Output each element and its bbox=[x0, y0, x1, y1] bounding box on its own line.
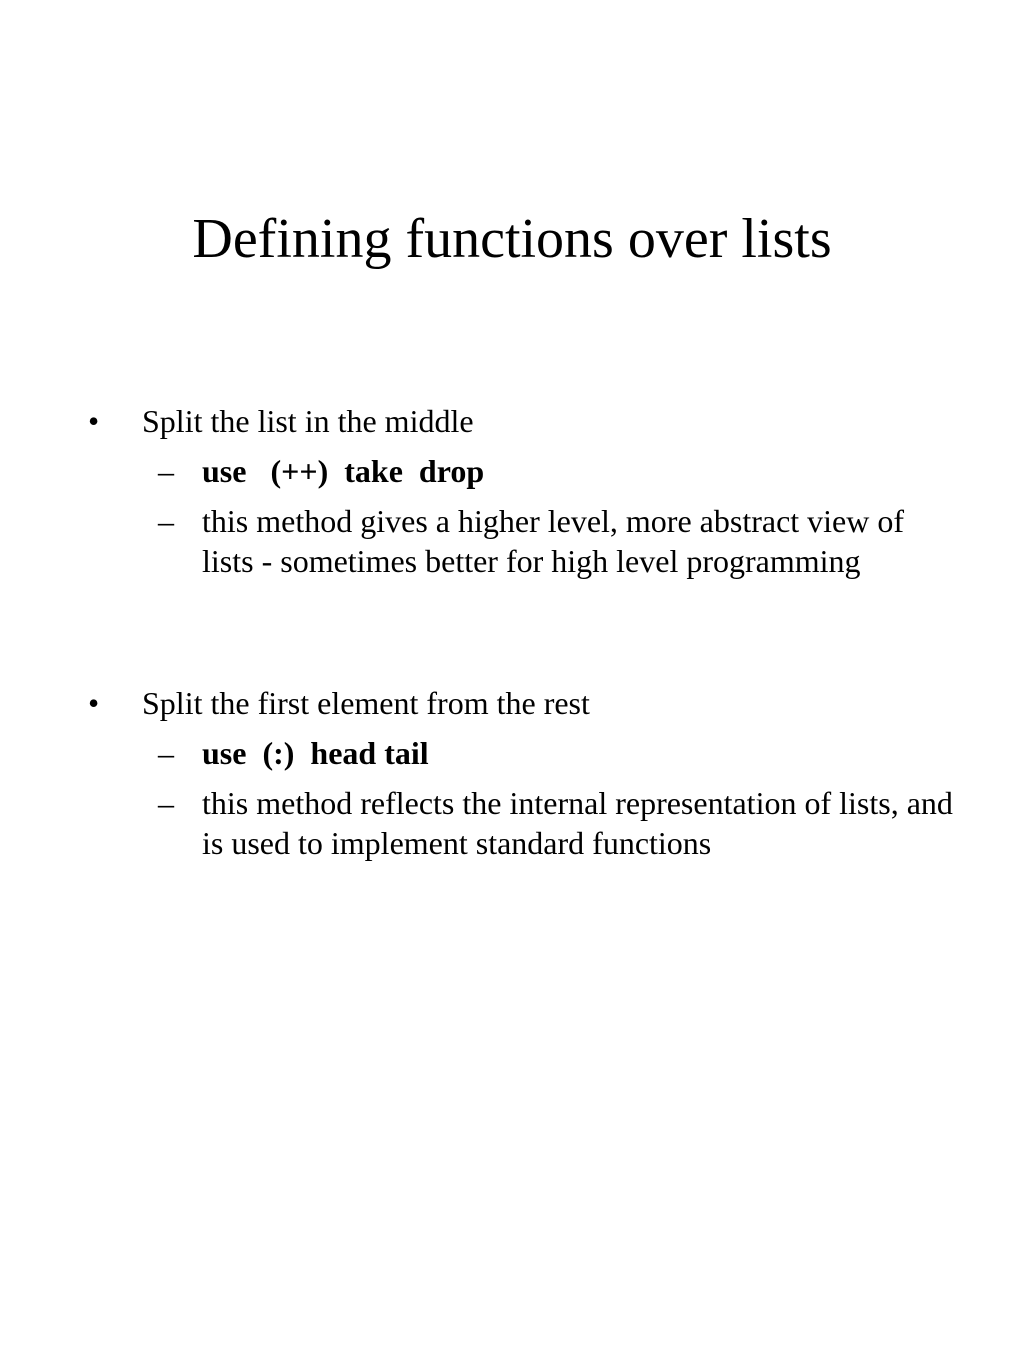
sub-text-code: use (++) take drop bbox=[202, 453, 485, 489]
bullet-text: Split the first element from the rest bbox=[142, 685, 590, 721]
sub-marker: – bbox=[158, 453, 174, 489]
sub-marker: – bbox=[158, 503, 174, 539]
bullet-marker: • bbox=[88, 685, 100, 721]
sub-marker: – bbox=[158, 735, 174, 771]
bullet-marker: • bbox=[88, 403, 100, 439]
bullet-text: Split the list in the middle bbox=[142, 403, 474, 439]
sub-marker: – bbox=[158, 785, 174, 821]
sub-text: this method reflects the internal representation of lists, and is used to implement standard functions bbox=[202, 785, 953, 861]
sub-text-code: use (:) head tail bbox=[202, 735, 429, 771]
slide-title: Defining functions over lists bbox=[192, 208, 832, 270]
sub-text: this method gives a higher level, more abstract view of lists - sometimes better for high level programming bbox=[202, 503, 905, 579]
